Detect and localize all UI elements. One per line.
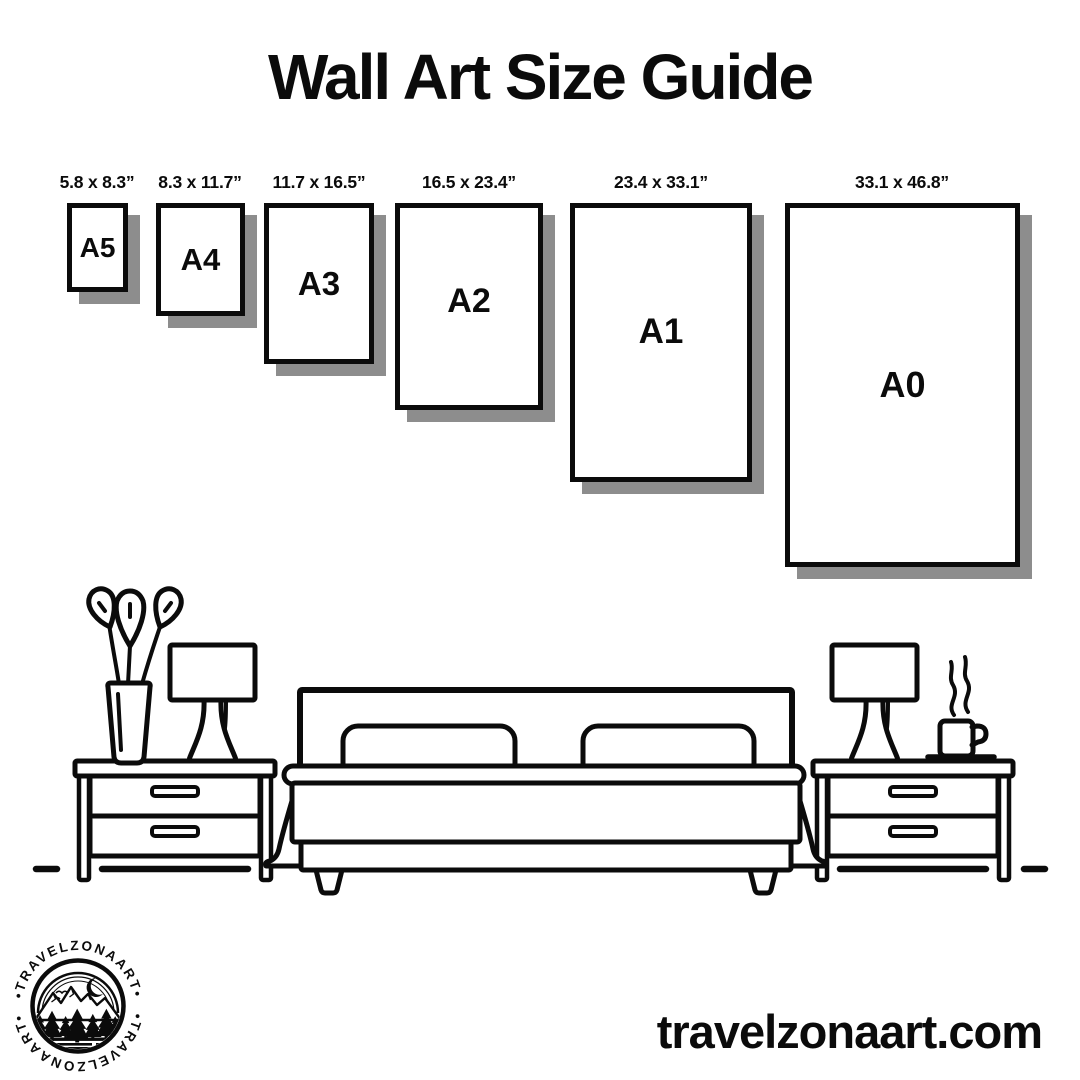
size-frame-a1: [570, 203, 752, 482]
nightstand-left: [75, 761, 275, 880]
size-code-a5: A5: [79, 231, 116, 263]
double-bed: [266, 690, 827, 893]
size-code-a1: A1: [638, 311, 684, 351]
website-url: travelzonaart.com: [656, 1005, 1042, 1058]
size-frame-a3: [264, 203, 374, 364]
size-code-a4: A4: [180, 241, 221, 277]
size-label-a1: 23.4 x 33.1”: [614, 172, 708, 192]
nightstand-right: [813, 761, 1013, 880]
size-label-a4: 8.3 x 11.7”: [158, 172, 242, 192]
logo-arc-text-bottom: •TRAVELZONAART•: [10, 1012, 146, 1075]
size-label-a0: 33.1 x 46.8”: [855, 172, 949, 192]
size-frame-a0: [785, 203, 1020, 567]
size-frame-a5: [67, 203, 128, 292]
logo-arc-text-top: •TRAVELZONAART•: [10, 937, 146, 1000]
table-lamp-left: [170, 645, 255, 761]
size-label-a5: 5.8 x 8.3”: [59, 172, 135, 192]
page-title: Wall Art Size Guide: [268, 41, 812, 113]
size-frame-a2: [395, 203, 543, 410]
table-lamp-right: [832, 645, 917, 761]
size-label-a2: 16.5 x 23.4”: [422, 172, 516, 192]
plant-vase: [89, 589, 182, 763]
size-code-a3: A3: [297, 264, 341, 302]
brand-logo: [8, 936, 148, 1076]
size-frame-a4: [156, 203, 245, 316]
size-code-a0: A0: [879, 364, 926, 405]
bedroom-illustration: [0, 560, 1080, 910]
size-code-a2: A2: [447, 282, 491, 320]
size-label-a3: 11.7 x 16.5”: [272, 172, 366, 192]
coffee-cup: [928, 657, 994, 757]
